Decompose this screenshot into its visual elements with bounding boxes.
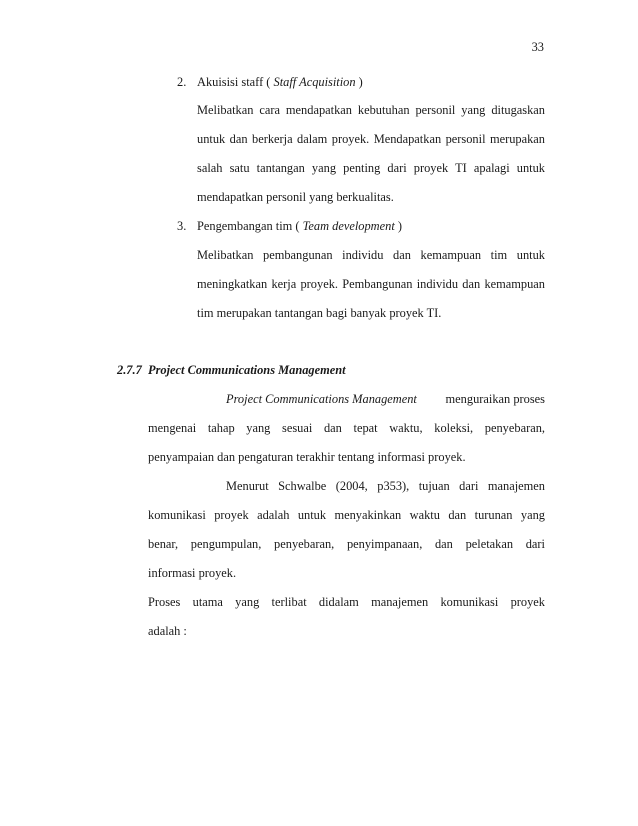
paragraph-line: adalah : bbox=[148, 624, 187, 638]
paragraph-line: Melibatkan pembangunan individu dan kemampuan tim untuk bbox=[197, 248, 545, 262]
paragraph-line: meningkatkan kerja proyek. Pembangunan individu dan kemampuan bbox=[197, 277, 545, 291]
list-item-heading: Akuisisi staff ( Staff Acquisition ) bbox=[197, 75, 363, 89]
paragraph-line: tim merupakan tantangan bagi banyak proyek TI. bbox=[197, 306, 442, 320]
paragraph-line: menguraikan proses bbox=[445, 392, 545, 406]
paragraph-line: salah satu tantangan yang penting dari proyek TI apalagi untuk bbox=[197, 161, 545, 175]
paragraph-line: penyampaian dan pengaturan terakhir tentang informasi proyek. bbox=[148, 450, 466, 464]
section-number: 2.7.7 bbox=[117, 363, 142, 377]
paragraph-line: Proses utama yang terlibat didalam manajemen komunikasi proyek bbox=[148, 595, 545, 609]
paragraph-line: informasi proyek. bbox=[148, 566, 237, 580]
paragraph-line: komunikasi proyek adalah untuk menyakinkan waktu dan turunan yang bbox=[148, 508, 545, 522]
paragraph-line: benar, pengumpulan, penyebaran, penyimpanaan, dan peletakan dari bbox=[148, 537, 545, 551]
paragraph-line: Melibatkan cara mendapatkan kebutuhan personil yang ditugaskan bbox=[197, 103, 545, 117]
list-item-heading: Pengembangan tim ( Team development ) bbox=[197, 219, 402, 233]
paragraph-line-italic: Project Communications Management bbox=[226, 392, 417, 406]
section-title: Project Communications Management bbox=[148, 363, 346, 377]
list-item-number: 2. bbox=[177, 75, 187, 89]
paragraph-line: mendapatkan personil yang berkualitas. bbox=[197, 190, 394, 204]
paragraph-line: untuk dan berkerja dalam proyek. Mendapatkan personil merupakan bbox=[197, 132, 545, 146]
paragraph-line: mengenai tahap yang sesuai dan tepat waktu, koleksi, penyebaran, bbox=[148, 421, 545, 435]
paragraph-line: Menurut Schwalbe (2004, p353), tujuan dari manajemen bbox=[226, 479, 545, 493]
page-number: 33 bbox=[531, 40, 544, 54]
list-item-number: 3. bbox=[177, 219, 187, 233]
